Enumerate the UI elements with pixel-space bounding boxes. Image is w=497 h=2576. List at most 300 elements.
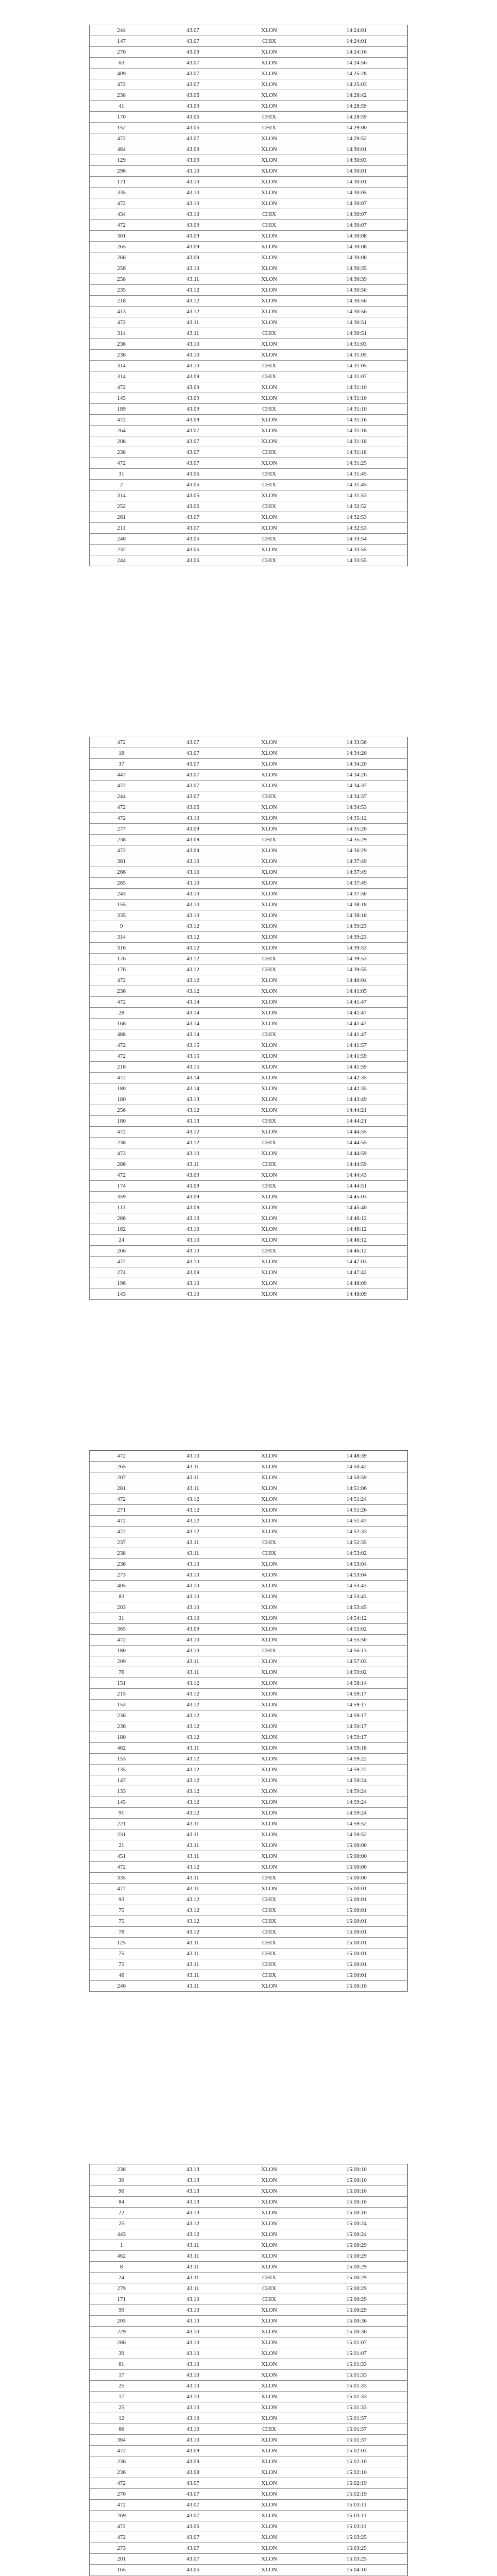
volume-cell: 76 (90, 1667, 153, 1678)
price-cell: 43.10 (153, 1559, 232, 1570)
time-cell: 15:01:07 (306, 2348, 408, 2359)
price-cell: 43.10 (153, 1613, 232, 1624)
volume-cell: 22 (90, 2208, 153, 2218)
time-cell: 15:04:10 (306, 2565, 408, 2575)
table-row (90, 123, 408, 133)
price-cell: 43.07 (153, 447, 232, 458)
table-row (90, 1959, 408, 1970)
volume-cell: 201 (90, 2554, 153, 2565)
volume-cell: 31 (90, 469, 153, 480)
volume-cell: 464 (90, 144, 153, 155)
venue-cell: XLON (233, 2554, 306, 2565)
table-row (90, 1732, 408, 1743)
venue-cell: CHIX (233, 480, 306, 490)
price-cell: 43.10 (153, 889, 232, 900)
venue-cell: CHIX (233, 2273, 306, 2283)
price-cell: 43.07 (153, 2511, 232, 2521)
venue-cell: CHIX (233, 1138, 306, 1148)
venue-cell: CHIX (233, 1646, 306, 1656)
price-cell: 43.10 (153, 1246, 232, 1257)
price-cell: 43.11 (153, 1959, 232, 1970)
table-row (90, 813, 408, 824)
time-cell: 14:44:55 (306, 1138, 408, 1148)
price-cell: 43.12 (153, 1505, 232, 1516)
time-cell: 15:01:07 (306, 2337, 408, 2348)
table-row (90, 350, 408, 361)
volume-cell: 365 (90, 1624, 153, 1635)
volume-cell: 215 (90, 1689, 153, 1700)
time-cell: 15:03:11 (306, 2500, 408, 2511)
price-cell: 43.10 (153, 2392, 232, 2402)
venue-cell: XLON (233, 58, 306, 69)
volume-cell: 472 (90, 1040, 153, 1051)
venue-cell: XLON (233, 2229, 306, 2240)
price-cell: 43.07 (153, 2543, 232, 2554)
venue-cell: XLON (233, 1819, 306, 1829)
table-row (90, 501, 408, 512)
price-cell: 43.11 (153, 1548, 232, 1559)
time-cell: 14:45:46 (306, 1202, 408, 1213)
venue-cell: CHIX (233, 1116, 306, 1127)
venue-cell: XLON (233, 1613, 306, 1624)
price-cell: 43.09 (153, 1192, 232, 1202)
venue-cell: XLON (233, 1754, 306, 1765)
table-row (90, 58, 408, 69)
time-cell: 14:39:23 (306, 932, 408, 943)
volume-cell: 472 (90, 975, 153, 986)
table-row (90, 1581, 408, 1591)
venue-cell: XLON (233, 2240, 306, 2251)
venue-cell: XLON (233, 166, 306, 177)
venue-cell: CHIX (233, 1537, 306, 1548)
time-cell: 14:47:03 (306, 1257, 408, 1267)
time-cell: 14:25:28 (306, 69, 408, 79)
time-cell: 14:59:17 (306, 1721, 408, 1732)
venue-cell: XLON (233, 263, 306, 274)
price-cell: 43.08 (153, 2467, 232, 2478)
price-cell: 43.10 (153, 361, 232, 371)
price-cell: 43.11 (153, 1981, 232, 1992)
price-cell: 43.07 (153, 2500, 232, 2511)
price-cell: 43.09 (153, 231, 232, 242)
price-cell: 43.07 (153, 2478, 232, 2489)
volume-cell: 266 (90, 867, 153, 878)
table-row (90, 1094, 408, 1105)
volume-cell: 24 (90, 2273, 153, 2283)
price-cell: 43.10 (153, 166, 232, 177)
price-cell: 43.07 (153, 791, 232, 802)
volume-cell: 208 (90, 436, 153, 447)
trade-table (89, 1450, 408, 1992)
table-row (90, 209, 408, 220)
table-row (90, 975, 408, 986)
volume-cell: 1 (90, 2240, 153, 2251)
venue-cell: XLON (233, 144, 306, 155)
time-cell: 14:51:06 (306, 1483, 408, 1494)
venue-cell: XLON (233, 393, 306, 404)
volume-cell: 46 (90, 1970, 153, 1981)
time-cell: 14:52:33 (306, 1527, 408, 1537)
venue-cell: XLON (233, 177, 306, 188)
volume-cell: 153 (90, 1700, 153, 1710)
table-row (90, 2424, 408, 2435)
time-cell: 15:01:37 (306, 2435, 408, 2446)
time-cell: 14:36:29 (306, 845, 408, 856)
time-cell: 14:30:08 (306, 231, 408, 242)
price-cell: 43.11 (153, 1948, 232, 1959)
volume-cell: 447 (90, 770, 153, 781)
price-cell: 43.10 (153, 1257, 232, 1267)
trade-table (89, 2164, 408, 2576)
table-row (90, 1159, 408, 1170)
trade-table (89, 737, 408, 1300)
table-row (90, 2489, 408, 2500)
time-cell: 15:00:10 (306, 2208, 408, 2218)
volume-cell: 8 (90, 2262, 153, 2273)
price-cell: 43.13 (153, 2208, 232, 2218)
volume-cell: 17 (90, 2392, 153, 2402)
price-cell: 43.07 (153, 133, 232, 144)
venue-cell: XLON (233, 436, 306, 447)
price-cell: 43.10 (153, 867, 232, 878)
venue-cell: CHIX (233, 1970, 306, 1981)
table-row (90, 1765, 408, 1775)
price-cell: 43.07 (153, 69, 232, 79)
volume-cell: 211 (90, 523, 153, 534)
time-cell: 14:34:20 (306, 759, 408, 770)
table-row (90, 2370, 408, 2381)
time-cell: 14:50:42 (306, 1462, 408, 1472)
venue-cell: XLON (233, 975, 306, 986)
venue-cell: XLON (233, 415, 306, 426)
price-cell: 43.12 (153, 1894, 232, 1905)
table-row (90, 393, 408, 404)
price-cell: 43.12 (153, 2218, 232, 2229)
table-row (90, 2337, 408, 2348)
price-cell: 43.06 (153, 123, 232, 133)
table-row (90, 112, 408, 123)
volume-cell: 269 (90, 2511, 153, 2521)
price-cell: 43.06 (153, 2565, 232, 2575)
volume-cell: 472 (90, 2532, 153, 2543)
table-row (90, 490, 408, 501)
time-cell: 14:38:18 (306, 900, 408, 910)
time-cell: 15:01:33 (306, 2381, 408, 2392)
volume-cell: 236 (90, 339, 153, 350)
time-cell: 14:33:54 (306, 534, 408, 545)
table-row (90, 545, 408, 555)
venue-cell: XLON (233, 2251, 306, 2262)
volume-cell: 9 (90, 921, 153, 932)
volume-cell: 209 (90, 1656, 153, 1667)
time-cell: 15:00:01 (306, 1948, 408, 1959)
volume-cell: 472 (90, 1051, 153, 1062)
venue-cell: CHIX (233, 954, 306, 964)
time-cell: 14:37:49 (306, 867, 408, 878)
venue-cell: CHIX (233, 2283, 306, 2294)
time-cell: 14:31:16 (306, 415, 408, 426)
table-row (90, 2543, 408, 2554)
time-cell: 14:51:24 (306, 1494, 408, 1505)
price-cell: 43.10 (153, 1289, 232, 1300)
time-cell: 15:00:24 (306, 2218, 408, 2229)
venue-cell: XLON (233, 1981, 306, 1992)
venue-cell: XLON (233, 759, 306, 770)
venue-cell: CHIX (233, 791, 306, 802)
price-cell: 43.11 (153, 2240, 232, 2251)
table-row (90, 188, 408, 198)
price-cell: 43.15 (153, 1051, 232, 1062)
table-row (90, 2197, 408, 2208)
volume-cell: 238 (90, 90, 153, 101)
table-row (90, 1873, 408, 1884)
price-cell: 43.11 (153, 1970, 232, 1981)
venue-cell: XLON (233, 545, 306, 555)
venue-cell: XLON (233, 1581, 306, 1591)
time-cell: 14:54:12 (306, 1613, 408, 1624)
table-row (90, 2229, 408, 2240)
table-row (90, 867, 408, 878)
table-row (90, 824, 408, 835)
venue-cell: XLON (233, 382, 306, 393)
time-cell: 14:34:53 (306, 802, 408, 813)
volume-cell: 472 (90, 2446, 153, 2456)
venue-cell: XLON (233, 1559, 306, 1570)
volume-cell: 235 (90, 285, 153, 296)
venue-cell: XLON (233, 90, 306, 101)
table-row (90, 447, 408, 458)
volume-cell: 472 (90, 133, 153, 144)
venue-cell: XLON (233, 2348, 306, 2359)
price-cell: 43.09 (153, 1624, 232, 1635)
table-row (90, 878, 408, 889)
trade-table-page-4 (89, 2164, 408, 2576)
time-cell: 14:31:18 (306, 426, 408, 436)
venue-cell: XLON (233, 1689, 306, 1700)
venue-cell: CHIX (233, 36, 306, 47)
table-row (90, 2446, 408, 2456)
volume-cell: 314 (90, 361, 153, 371)
volume-cell: 472 (90, 317, 153, 328)
time-cell: 14:31:25 (306, 458, 408, 469)
time-cell: 14:25:03 (306, 79, 408, 90)
time-cell: 14:55:50 (306, 1635, 408, 1646)
volume-cell: 145 (90, 1797, 153, 1808)
venue-cell: CHIX (233, 1959, 306, 1970)
table-row (90, 759, 408, 770)
price-cell: 43.10 (153, 2294, 232, 2305)
volume-cell: 145 (90, 393, 153, 404)
table-row (90, 2273, 408, 2283)
price-cell: 43.12 (153, 964, 232, 975)
volume-cell: 472 (90, 1451, 153, 1462)
price-cell: 43.10 (153, 1591, 232, 1602)
volume-cell: 165 (90, 2565, 153, 2575)
price-cell: 43.11 (153, 1851, 232, 1862)
table-row (90, 1138, 408, 1148)
volume-cell: 256 (90, 263, 153, 274)
venue-cell: XLON (233, 2262, 306, 2273)
table-row (90, 1257, 408, 1267)
table-row (90, 889, 408, 900)
time-cell: 14:31:10 (306, 393, 408, 404)
venue-cell: CHIX (233, 534, 306, 545)
time-cell: 14:28:59 (306, 101, 408, 112)
table-row (90, 997, 408, 1008)
venue-cell: XLON (233, 1235, 306, 1246)
table-row (90, 1527, 408, 1537)
table-row (90, 144, 408, 155)
volume-cell: 462 (90, 2251, 153, 2262)
venue-cell: XLON (233, 1765, 306, 1775)
volume-cell: 256 (90, 1105, 153, 1116)
volume-cell: 314 (90, 371, 153, 382)
time-cell: 14:42:35 (306, 1073, 408, 1083)
price-cell: 43.15 (153, 1062, 232, 1073)
venue-cell: XLON (233, 1170, 306, 1181)
volume-cell: 472 (90, 802, 153, 813)
volume-cell: 270 (90, 47, 153, 58)
venue-cell: XLON (233, 1570, 306, 1581)
time-cell: 14:55:02 (306, 1624, 408, 1635)
venue-cell: XLON (233, 490, 306, 501)
time-cell: 15:00:29 (306, 2305, 408, 2316)
volume-cell: 75 (90, 1959, 153, 1970)
price-cell: 43.09 (153, 101, 232, 112)
volume-cell: 265 (90, 242, 153, 252)
volume-cell: 153 (90, 1754, 153, 1765)
venue-cell: CHIX (233, 2294, 306, 2305)
table-row (90, 1775, 408, 1786)
volume-cell: 265 (90, 1462, 153, 1472)
venue-cell: XLON (233, 2521, 306, 2532)
price-cell: 43.07 (153, 770, 232, 781)
volume-cell: 472 (90, 1494, 153, 1505)
volume-cell: 41 (90, 101, 153, 112)
volume-cell: 270 (90, 2489, 153, 2500)
volume-cell: 472 (90, 220, 153, 231)
table-row (90, 1710, 408, 1721)
time-cell: 14:39:55 (306, 964, 408, 975)
table-row (90, 1073, 408, 1083)
venue-cell: CHIX (233, 447, 306, 458)
venue-cell: XLON (233, 2511, 306, 2521)
table-row (90, 512, 408, 523)
table-row (90, 1591, 408, 1602)
venue-cell: XLON (233, 339, 306, 350)
price-cell: 43.10 (153, 188, 232, 198)
price-cell: 43.07 (153, 523, 232, 534)
table-row (90, 2478, 408, 2489)
table-row (90, 1970, 408, 1981)
volume-cell: 236 (90, 2456, 153, 2467)
venue-cell: CHIX (233, 1548, 306, 1559)
price-cell: 43.10 (153, 1635, 232, 1646)
time-cell: 15:00:01 (306, 1894, 408, 1905)
table-row (90, 523, 408, 534)
venue-cell: XLON (233, 1472, 306, 1483)
time-cell: 15:01:33 (306, 2402, 408, 2413)
table-row (90, 79, 408, 90)
trade-table-page-2 (89, 737, 408, 1300)
volume-cell: 180 (90, 1094, 153, 1105)
time-cell: 15:00:01 (306, 1905, 408, 1916)
volume-cell: 244 (90, 791, 153, 802)
time-cell: 14:28:42 (306, 90, 408, 101)
volume-cell: 451 (90, 1851, 153, 1862)
volume-cell: 238 (90, 1138, 153, 1148)
venue-cell: CHIX (233, 835, 306, 845)
time-cell: 14:24:16 (306, 47, 408, 58)
venue-cell: CHIX (233, 1181, 306, 1192)
venue-cell: XLON (233, 1051, 306, 1062)
price-cell: 43.10 (153, 1570, 232, 1581)
volume-cell: 472 (90, 737, 153, 748)
venue-cell: XLON (233, 1786, 306, 1797)
venue-cell: XLON (233, 1829, 306, 1840)
price-cell: 43.11 (153, 2251, 232, 2262)
table-row (90, 328, 408, 339)
volume-cell: 176 (90, 954, 153, 964)
volume-cell: 155 (90, 900, 153, 910)
volume-cell: 231 (90, 1829, 153, 1840)
venue-cell: XLON (233, 1483, 306, 1494)
venue-cell: XLON (233, 133, 306, 144)
price-cell: 43.12 (153, 1105, 232, 1116)
price-cell: 43.10 (153, 2359, 232, 2370)
table-row (90, 1235, 408, 1246)
price-cell: 43.10 (153, 1235, 232, 1246)
time-cell: 14:44:21 (306, 1105, 408, 1116)
table-row (90, 1192, 408, 1202)
time-cell: 15:00:01 (306, 1959, 408, 1970)
table-row (90, 458, 408, 469)
price-cell: 43.10 (153, 1148, 232, 1159)
table-row (90, 2359, 408, 2370)
volume-cell: 180 (90, 1732, 153, 1743)
price-cell: 43.10 (153, 198, 232, 209)
price-cell: 43.10 (153, 209, 232, 220)
venue-cell: CHIX (233, 1927, 306, 1938)
table-row (90, 1483, 408, 1494)
table-row (90, 1224, 408, 1235)
price-cell: 43.06 (153, 469, 232, 480)
table-row (90, 2511, 408, 2521)
time-cell: 14:40:04 (306, 975, 408, 986)
volume-cell: 152 (90, 123, 153, 133)
table-row (90, 1548, 408, 1559)
volume-cell: 18 (90, 748, 153, 759)
venue-cell: XLON (233, 2500, 306, 2511)
table-row (90, 2532, 408, 2543)
price-cell: 43.10 (153, 2327, 232, 2337)
volume-cell: 472 (90, 1635, 153, 1646)
table-row (90, 25, 408, 36)
venue-cell: XLON (233, 802, 306, 813)
volume-cell: 472 (90, 1127, 153, 1138)
time-cell: 14:59:24 (306, 1775, 408, 1786)
venue-cell: CHIX (233, 1916, 306, 1927)
venue-cell: XLON (233, 2565, 306, 2575)
price-cell: 43.12 (153, 1678, 232, 1689)
price-cell: 43.15 (153, 1040, 232, 1051)
time-cell: 15:00:36 (306, 2327, 408, 2337)
volume-cell: 83 (90, 1591, 153, 1602)
venue-cell: XLON (233, 1710, 306, 1721)
price-cell: 43.10 (153, 2337, 232, 2348)
venue-cell: XLON (233, 878, 306, 889)
venue-cell: XLON (233, 1775, 306, 1786)
